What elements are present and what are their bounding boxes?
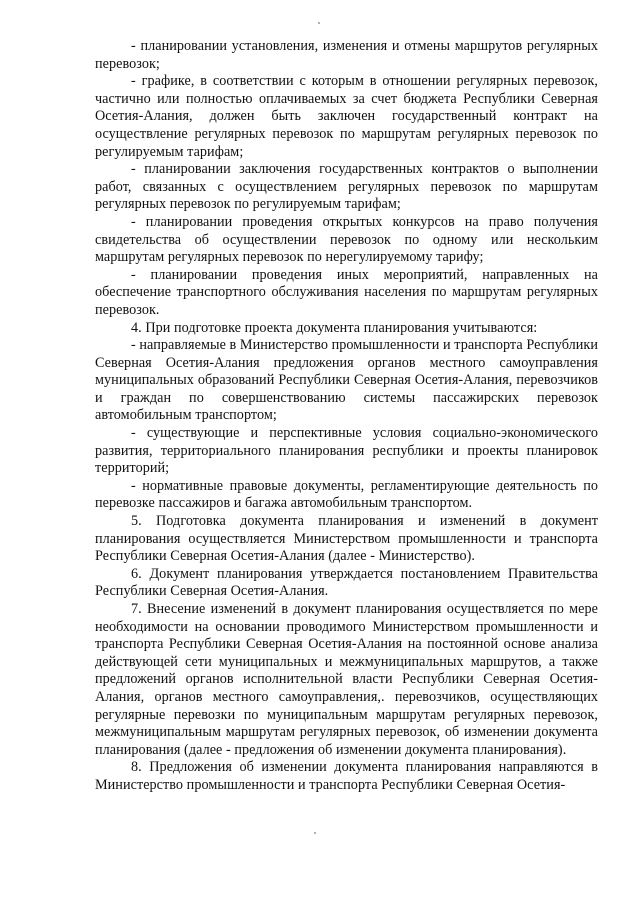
list-item-open-tenders: - планировании проведения открытых конкурсов на право получения свидетельства об осуществлении перевозок по одному или нескольким маршрутам регулярных перевозок по нерегулируемому тарифу; xyxy=(95,213,598,266)
list-item-other-measures: - планировании проведения иных мероприятий, направленных на обеспечение транспортного обслуживания населения по маршрутам регулярных перевозок. xyxy=(95,266,598,318)
clause-6: 6. Документ планирования утверждается постановлением Правительства Республики Северная Осетия-Алания. xyxy=(95,565,598,600)
scan-speck-top xyxy=(318,22,320,24)
list-item-contracts-planning: - планировании заключения государственных контрактов о выполнении работ, связанных с осуществлением регулярных перевозок по маршрутам регулярных перевозок по регулируемым тарифам; xyxy=(95,161,598,213)
document-page xyxy=(95,38,598,795)
clause-4-heading: 4. При подготовке проекта документа планирования учитываются: xyxy=(131,319,538,336)
clause-7: 7. Внесение изменений в документ планирования осуществляется по мере необходимости на основании проводимого Министерством промышленности и транспорта Республики Северная Осетия-Алания на постоянной основе анализа действующей сети муниципальных и межмуниципальных маршрутов, а также предложений органов исполнительной власти Республики Северная Осетия-Алания, органов местного самоуправления,. перевозчиков, осуществляющих регулярные перевозки по муниципальным маршрутам регулярных перевозок, межмуниципальным маршрутам регулярных перевозок, об изменении документа планирования (далее - предложения об изменении документа планирования). xyxy=(95,601,598,758)
scan-speck-bottom xyxy=(314,832,316,834)
clause-5: 5. Подготовка документа планирования и изменений в документ планирования осуществляется Министерством промышленности и транспорта Республики Северная Осетия-Алания (далее - Министерство). xyxy=(95,513,598,565)
list-item-schedule: - графике, в соответствии с которым в отношении регулярных перевозок, частично или полностью оплачиваемых за счет бюджета Республики Северная Осетия-Алания, должен быть заключен государственный контракт на осуществление регулярных перевозок по маршрутам регулярных перевозок по регулируемым тарифам; xyxy=(95,73,598,160)
clause-8: 8. Предложения об изменении документа планирования направляются в Министерство промышленности и транспорта Республики Северная Осетия- xyxy=(95,759,598,793)
list-item-route-planning: - планировании установления, изменения и отмены маршрутов регулярных перевозок; xyxy=(95,38,598,72)
list-item-regulatory-documents: - нормативные правовые документы, регламентирующие деятельность по перевозке пассажиров и багажа автомобильным транспортом. xyxy=(95,477,598,512)
list-item-development-conditions: - существующие и перспективные условия социально-экономического развития, территориального планирования республики и проекты планировок территорий; xyxy=(95,425,598,477)
list-item-proposals: - направляемые в Министерство промышленности и транспорта Республики Северная Осетия-Алания предложения органов местного самоуправления муниципальных образований Республики Северная Осетия-Алания, перевозчиков и граждан по совершенствованию системы пассажирских перевозок автомобильным транспортом; xyxy=(95,337,598,424)
